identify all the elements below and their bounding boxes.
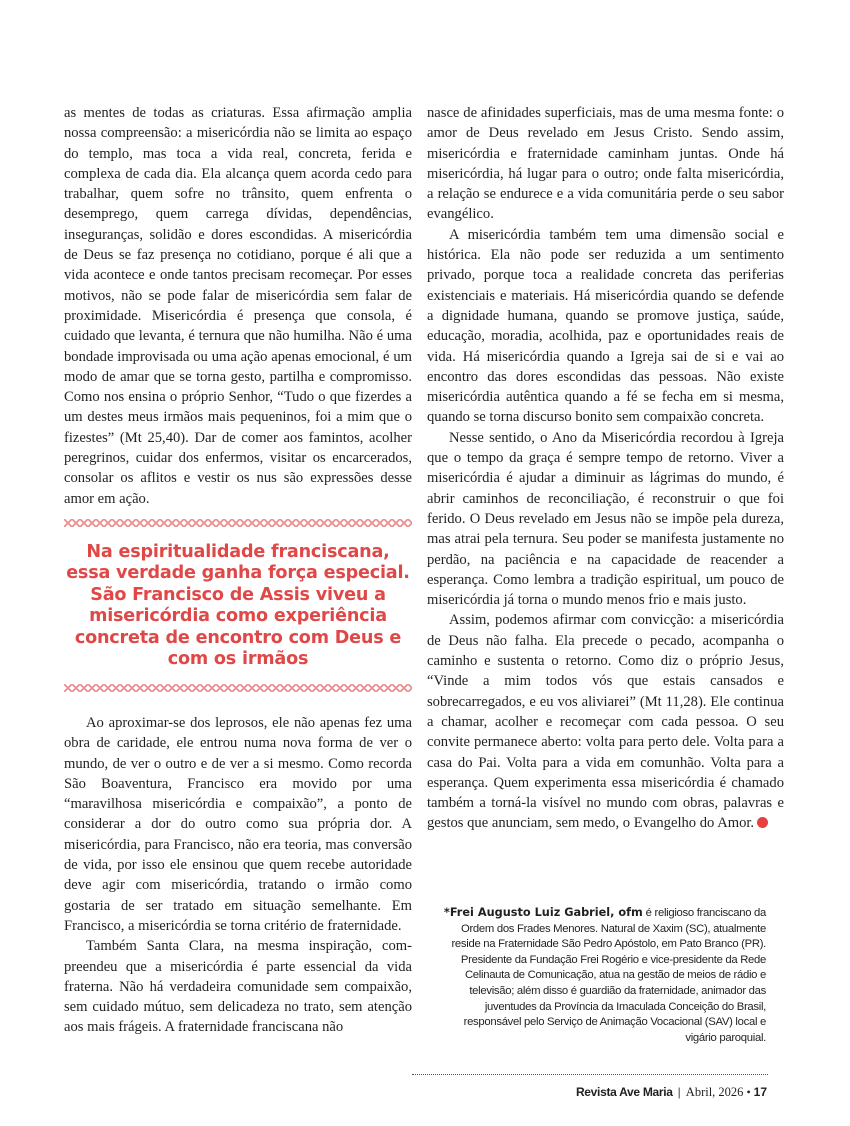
zigzag-divider-top <box>64 518 412 528</box>
paragraph-text: Assim, podemos afirmar com convicção: a misericórdia de Deus não falha. Ela precede o pecado, acompanha o caminho e sustenta o retorno. Como diz o próprio Jesus, “Vinde a mim todos vós que estais cansados e sobrecarregados, e eu vos aliviarei” (Mt 11,28). Ele continua a chamar, acolher e recomeçar com cada pessoa. O seu convite permanece aberto: volta para perto dele. Volta para a casa do Pai. Volta para a vida em comunhão. Volta para a esperança. Quem experimenta essa misericórdia é chamado também a torná-la visível no mundo com obras, palavras e gestos que anunciam, sem medo, o Evangelho do Amor. <box>427 612 784 832</box>
end-of-article-dot-icon <box>757 817 768 828</box>
left-column <box>64 103 412 1038</box>
footer-separator: | <box>677 1085 681 1099</box>
pull-quote: Na espiritualidade franciscana, essa verdade ganha força especial. São Francisco de Assis viveu a misericórdia como experiência concreta de encontro com Deus e com os irmãos <box>66 541 410 670</box>
paragraph: A misericórdia também tem uma dimensão social e histórica. Ela não pode ser reduzida a um sentimento privado, porque toca a realidade concreta das periferias existenciais e materiais. Há misericórdia quando se defende a dignidade humana, quando se promove justiça, saúde, educação, moradia, acolhida, paz e oportunidades reais de vida. Há misericórdia quando a Igreja sai de si e vai ao encontro das dores escondidas das pessoas. Não existe misericórdia autêntica quando a fé se fecha em si mesma, quando se torna discurso bonito sem compaixão concreta. <box>427 226 784 426</box>
page-footer <box>576 1085 767 1100</box>
author-name: *Frei Augusto Luiz Gabriel, ofm <box>443 906 643 919</box>
paragraph: as mentes de todas as criaturas. Essa afirmação amplia nossa compreensão: a misericórdia não se limita ao espaço do templo, mas toca a vida real, concreta, ferida e complexa de cada dia. Ela alcança quem acorda cedo para trabalhar, quem sofre no trânsito, quem enfrenta o desemprego, quem carrega dívidas, dependências, inseguranças, solidão e dores escondidas. A misericórdia de Deus se faz presença no cotidiano, porque é ali que a vida acontece e onde tantos precisam recomeçar. Por esses motivos, não se pode falar de misericórdia sem falar de proximidade. Misericórdia é presença que consola, é cuidado que levanta, é ternura que não humilha. Não é uma bondade improvisada ou uma ação apenas emocional, é um modo de amar que se torna gesto, partilha e compromisso. Como nos ensina o próprio Senhor, “Tudo o que fizerdes a um destes meus irmãos mais pequeninos, foi a mim que o fizestes” (Mt 25,40). Dar de comer aos famintos, acolher peregrinos, cuidar dos enfermos, visitar os encarcerados, consolar os aflitos e vestir os nus são expressões desse amor em ação. <box>64 105 412 507</box>
paragraph: Também Santa Clara, na mesma inspiração, compreendeu que a misericórdia é parte essencial da vida fraterna. Não há verdadeira comunidade sem compaixão, sem cuidado mútuo, sem delicadeza no trato, sem atenção aos mais frágeis. A fraternidade franciscana não <box>64 938 412 1036</box>
paragraph: Nesse sentido, o Ano da Misericórdia recordou à Igreja que o tempo da graça é sempre tempo de retorno. Viver a misericórdia é ajudar a diminuir as lágrimas do mundo, é abrir caminhos de reconciliação, é reconstruir o que foi ferido. O Deus revelado em Jesus não se impõe pela dureza, mas atrai pela ternura. Seu poder se manifesta justamente no perdão, na paciência e na capacidade de reacender a esperança. Como lembra a tradição espiritual, um pouco de misericórdia já torna o mundo menos frio e mais justo. <box>427 429 784 609</box>
magazine-name: Revista Ave Maria <box>575 1085 673 1099</box>
paragraph: nasce de afinidades superficiais, mas de uma mesma fonte: o amor de Deus revelado em Jesus Cristo. Sendo assim, misericórdia e fraternidade caminham juntas. Onde há misericórdia, há lugar para o outro; onde falta misericórdia, a relação se endurece e a vida comunitária perde o seu sabor evangélico. <box>427 105 784 223</box>
bullet-icon: • <box>746 1085 751 1099</box>
paragraph: Ao aproximar-se dos leprosos, ele não apenas fez uma obra de caridade, ele entrou numa nova forma de ver o mundo, de ver o outro e de ver a si mesmo. Como recorda São Boaventura, Francisco era movido por uma “maravilhosa misericórdia e compaixão”, a ponto de considerar a dor do outro como sua própria dor. A misericórdia, para Francisco, não era teoria, mas conversão de vida, por isso ele ensinou que quem recebe autoridade deve agir com misericórdia, tratando o irmão como gostaria de ser tratado em situação semelhante. Em Francisco, a misericórdia se torna critério de fraternidade. <box>64 714 412 934</box>
issue-date: Abril, 2026 <box>685 1085 744 1099</box>
author-bio-text: é religioso franciscano da Ordem dos Frades Menores. Natural de Xaxim (SC), atualmente reside na Fraternidade São Pedro Apóstolo, em Pato Branco (PR). Presidente da Fundação Frei Rogério e vice-presidente da Rede Celinauta de Comunicação, atua na gestão de meios de rádio e televisão; além disso é guardião da fraternidade, animador das juventudes da Província da Imaculada Conceição do Brasil, responsável pelo Serviço de Animação Vocacional (SAV) local e vigário paroquial. <box>451 907 766 1044</box>
paragraph-final <box>427 610 784 833</box>
right-column <box>427 103 784 834</box>
footer-dotted-rule <box>412 1074 768 1075</box>
zigzag-divider-bottom <box>64 683 412 693</box>
page-number: 17 <box>753 1085 767 1099</box>
author-bio <box>430 905 766 1046</box>
